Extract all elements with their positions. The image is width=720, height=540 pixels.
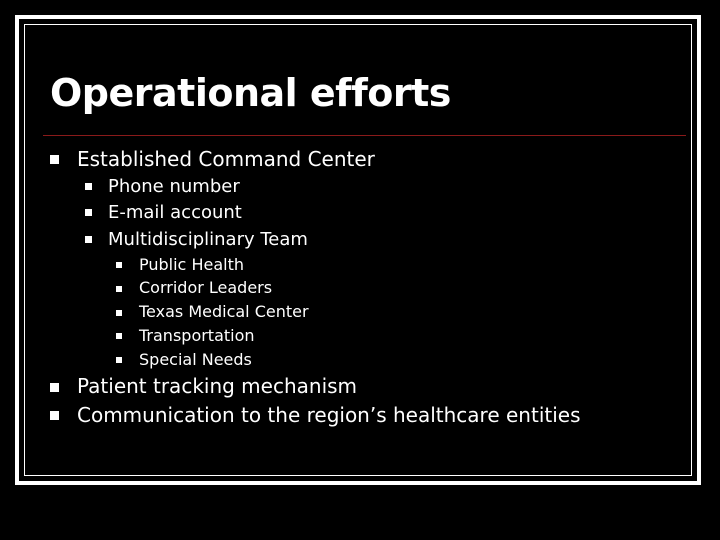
bullet-text: Communication to the region’s healthcare entities [77, 403, 581, 427]
bullet-text: Corridor Leaders [139, 278, 273, 297]
square-bullet-icon [116, 357, 122, 363]
bullet-text: Established Command Center [77, 147, 375, 171]
slide-title: Operational efforts [50, 71, 451, 115]
square-bullet-icon [116, 310, 122, 316]
bullet-text: E-mail account [108, 202, 242, 223]
bullet-text: Multidisciplinary Team [108, 229, 308, 250]
bullet-text: Texas Medical Center [139, 302, 309, 321]
square-bullet-icon [50, 155, 59, 164]
bullet-text: Phone number [108, 176, 240, 197]
bullet-text: Transportation [139, 326, 255, 345]
square-bullet-icon [50, 411, 59, 420]
square-bullet-icon [50, 383, 59, 392]
bullet-text: Patient tracking mechanism [77, 374, 358, 398]
square-bullet-icon [116, 262, 122, 268]
square-bullet-icon [85, 236, 92, 243]
bullet-text: Public Health [139, 255, 244, 274]
bullet-text: Special Needs [139, 350, 252, 369]
square-bullet-icon [85, 209, 92, 216]
square-bullet-icon [116, 333, 122, 339]
square-bullet-icon [116, 286, 122, 292]
square-bullet-icon [85, 183, 92, 190]
